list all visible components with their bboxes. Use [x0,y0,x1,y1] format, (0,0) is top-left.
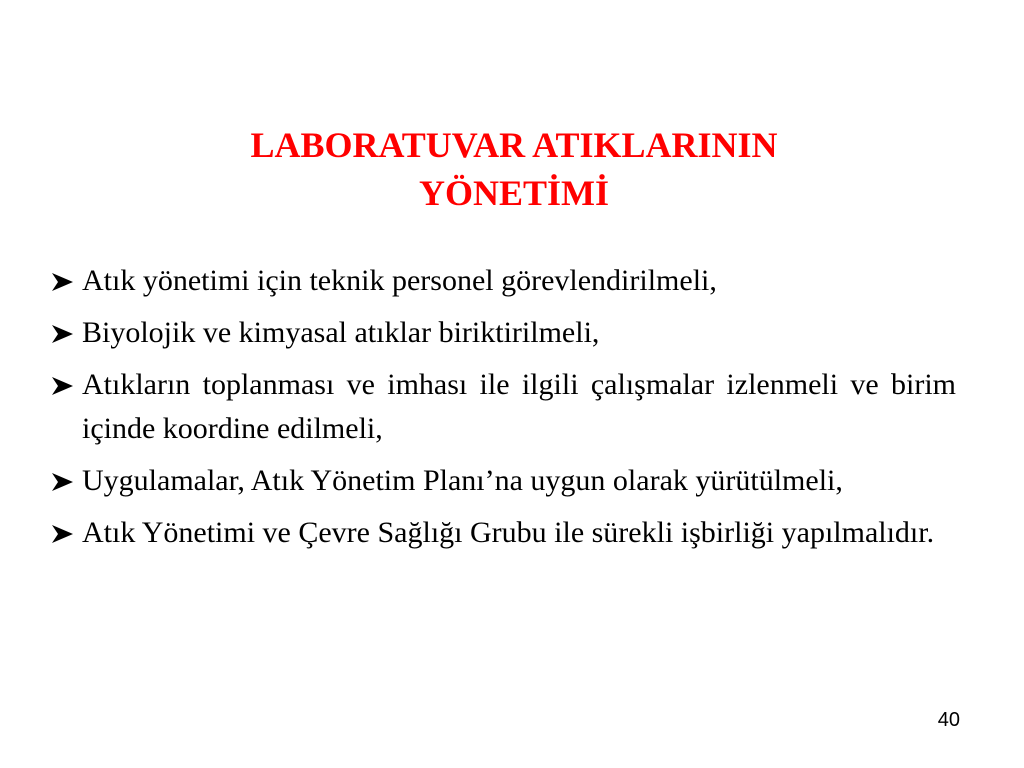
slide-title [100,121,928,217]
slide-page-number: 40 [937,709,960,731]
bullet-item [48,459,956,503]
bullet-text: Uygulamalar, Atık Yönetim Planı’na uygun olarak yürütülmeli, [82,464,843,497]
bullet-item [48,511,956,555]
slide-title-line-1: LABORATUVAR ATIKLARININ [250,125,778,166]
bullet-item [48,363,956,451]
bullet-text: Atık Yönetimi ve Çevre Sağlığı Grubu ile sürekli işbirliği yapılmalıdır. [82,516,935,549]
arrowhead-bullet-icon [48,471,76,493]
bullet-item [48,311,956,355]
arrowhead-bullet-icon [48,523,76,545]
bullet-item [48,259,956,303]
bullet-text: Atık yönetimi için teknik personel görevlendirilmeli, [82,264,717,297]
arrowhead-bullet-icon [48,271,76,293]
bullet-text: Biyolojik ve kimyasal atıklar biriktirilmeli, [82,316,600,349]
bullet-text: Atıkların toplanması ve imhası ile ilgili çalışmalar izlenmeli ve birim içinde koordine edilmeli, [82,368,956,445]
bullet-list [48,259,956,563]
arrowhead-bullet-icon [48,323,76,345]
arrowhead-bullet-icon [48,375,76,397]
slide-title-line-2: YÖNETİMİ [418,173,610,214]
